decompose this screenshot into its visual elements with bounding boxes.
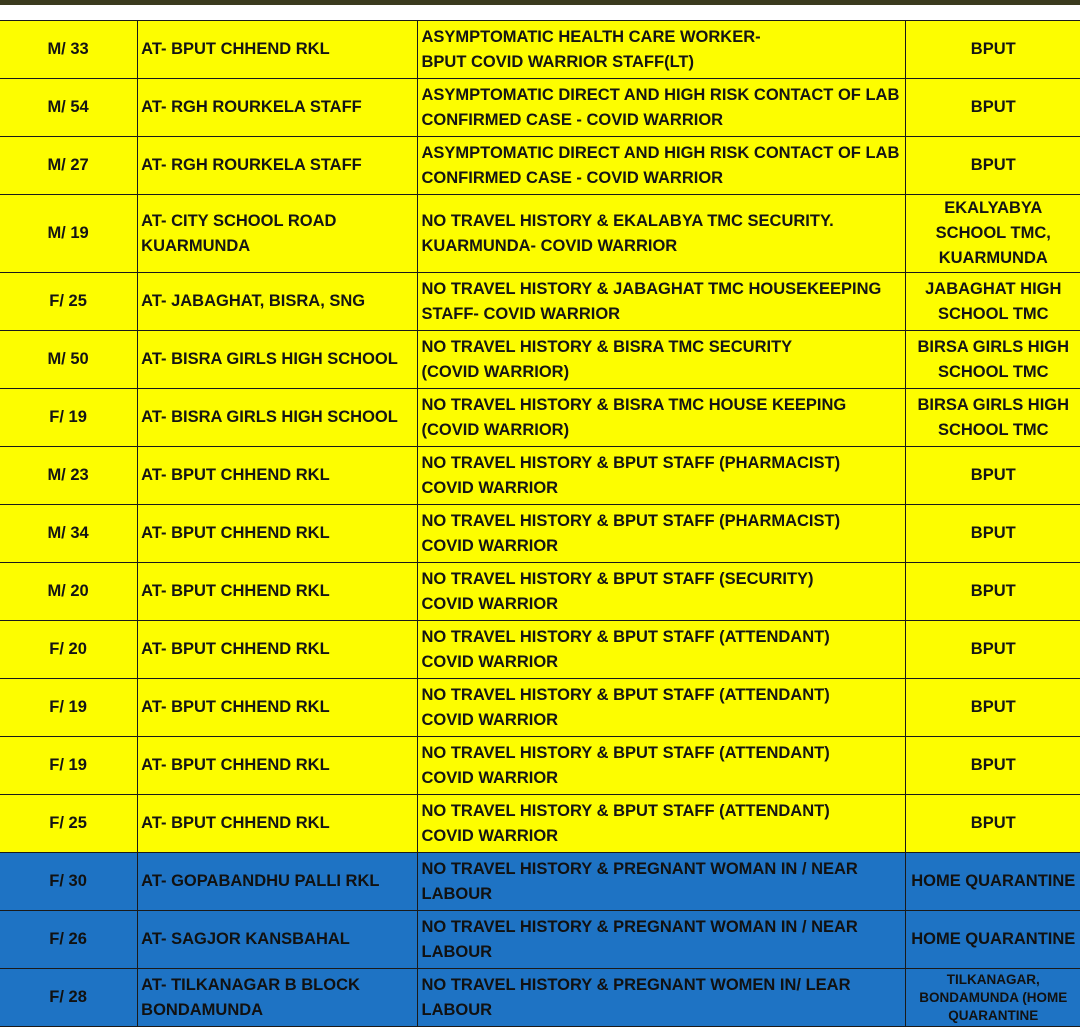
age-cell: F/ 20: [0, 621, 138, 679]
age-cell: M/ 27: [0, 137, 138, 195]
history-cell: NO TRAVEL HISTORY & BISRA TMC SECURITY (COVID WARRIOR): [418, 331, 905, 389]
age-cell: F/ 28: [0, 969, 138, 1027]
table-row: [0, 79, 1080, 137]
table-row: [0, 21, 1080, 79]
history-cell: ASYMPTOMATIC HEALTH CARE WORKER- BPUT COVID WARRIOR STAFF(LT): [418, 21, 905, 79]
address-cell: AT- TILKANAGAR B BLOCK BONDAMUNDA: [138, 969, 418, 1027]
top-border-bar: [0, 0, 1080, 5]
age-cell: M/ 19: [0, 195, 138, 273]
address-cell: AT- GOPABANDHU PALLI RKL: [138, 853, 418, 911]
history-cell: NO TRAVEL HISTORY & JABAGHAT TMC HOUSEKEEPING STAFF- COVID WARRIOR: [418, 273, 905, 331]
history-cell: NO TRAVEL HISTORY & BISRA TMC HOUSE KEEPING (COVID WARRIOR): [418, 389, 905, 447]
table-row: [0, 621, 1080, 679]
age-cell: M/ 20: [0, 563, 138, 621]
destination-cell: BPUT: [905, 79, 1080, 137]
destination-cell: BPUT: [905, 563, 1080, 621]
table-row: [0, 389, 1080, 447]
address-cell: AT- JABAGHAT, BISRA, SNG: [138, 273, 418, 331]
age-cell: M/ 54: [0, 79, 138, 137]
history-cell: NO TRAVEL HISTORY & BPUT STAFF (PHARMACIST) COVID WARRIOR: [418, 505, 905, 563]
history-cell: NO TRAVEL HISTORY & PREGNANT WOMAN IN / NEAR LABOUR: [418, 853, 905, 911]
table-row: [0, 563, 1080, 621]
table-row: [0, 273, 1080, 331]
age-cell: M/ 50: [0, 331, 138, 389]
history-cell: NO TRAVEL HISTORY & PREGNANT WOMEN IN/ LEAR LABOUR: [418, 969, 905, 1027]
table-row: [0, 795, 1080, 853]
history-cell: NO TRAVEL HISTORY & BPUT STAFF (PHARMACIST) COVID WARRIOR: [418, 447, 905, 505]
table-row: [0, 911, 1080, 969]
history-cell: NO TRAVEL HISTORY & BPUT STAFF (ATTENDANT) COVID WARRIOR: [418, 621, 905, 679]
destination-cell: BPUT: [905, 447, 1080, 505]
history-cell: ASYMPTOMATIC DIRECT AND HIGH RISK CONTACT OF LAB CONFIRMED CASE - COVID WARRIOR: [418, 137, 905, 195]
address-cell: AT- RGH ROURKELA STAFF: [138, 79, 418, 137]
address-cell: AT- SAGJOR KANSBAHAL: [138, 911, 418, 969]
table-row: [0, 679, 1080, 737]
age-cell: M/ 23: [0, 447, 138, 505]
destination-cell: BPUT: [905, 137, 1080, 195]
history-cell: NO TRAVEL HISTORY & BPUT STAFF (ATTENDANT) COVID WARRIOR: [418, 679, 905, 737]
address-cell: AT- BPUT CHHEND RKL: [138, 447, 418, 505]
table-row: [0, 447, 1080, 505]
address-cell: AT- BPUT CHHEND RKL: [138, 21, 418, 79]
age-cell: F/ 30: [0, 853, 138, 911]
table-row: [0, 137, 1080, 195]
destination-cell: BPUT: [905, 737, 1080, 795]
table-row: [0, 505, 1080, 563]
destination-cell: BIRSA GIRLS HIGH SCHOOL TMC: [905, 331, 1080, 389]
age-cell: M/ 33: [0, 21, 138, 79]
table-row: [0, 853, 1080, 911]
address-cell: AT- BISRA GIRLS HIGH SCHOOL: [138, 331, 418, 389]
destination-cell: EKALYABYA SCHOOL TMC, KUARMUNDA: [905, 195, 1080, 273]
history-cell: NO TRAVEL HISTORY & EKALABYA TMC SECURITY. KUARMUNDA- COVID WARRIOR: [418, 195, 905, 273]
age-cell: F/ 26: [0, 911, 138, 969]
destination-cell: BPUT: [905, 505, 1080, 563]
age-cell: F/ 19: [0, 737, 138, 795]
destination-cell: TILKANAGAR, BONDAMUNDA (HOME QUARANTINE: [905, 969, 1080, 1027]
age-cell: M/ 34: [0, 505, 138, 563]
address-cell: AT- BPUT CHHEND RKL: [138, 679, 418, 737]
history-cell: NO TRAVEL HISTORY & PREGNANT WOMAN IN / NEAR LABOUR: [418, 911, 905, 969]
history-cell: NO TRAVEL HISTORY & BPUT STAFF (SECURITY) COVID WARRIOR: [418, 563, 905, 621]
history-cell: NO TRAVEL HISTORY & BPUT STAFF (ATTENDANT) COVID WARRIOR: [418, 737, 905, 795]
address-cell: AT- BPUT CHHEND RKL: [138, 795, 418, 853]
table-row: [0, 737, 1080, 795]
age-cell: F/ 25: [0, 273, 138, 331]
destination-cell: BPUT: [905, 21, 1080, 79]
address-cell: AT- RGH ROURKELA STAFF: [138, 137, 418, 195]
cases-table: [0, 20, 1080, 1027]
history-cell: ASYMPTOMATIC DIRECT AND HIGH RISK CONTACT OF LAB CONFIRMED CASE - COVID WARRIOR: [418, 79, 905, 137]
history-cell: NO TRAVEL HISTORY & BPUT STAFF (ATTENDANT) COVID WARRIOR: [418, 795, 905, 853]
destination-cell: BPUT: [905, 795, 1080, 853]
cases-table-body: [0, 21, 1080, 1027]
address-cell: AT- BISRA GIRLS HIGH SCHOOL: [138, 389, 418, 447]
destination-cell: BIRSA GIRLS HIGH SCHOOL TMC: [905, 389, 1080, 447]
table-row: [0, 331, 1080, 389]
destination-cell: JABAGHAT HIGH SCHOOL TMC: [905, 273, 1080, 331]
destination-cell: HOME QUARANTINE: [905, 911, 1080, 969]
age-cell: F/ 19: [0, 679, 138, 737]
address-cell: AT- BPUT CHHEND RKL: [138, 505, 418, 563]
table-row: [0, 195, 1080, 273]
age-cell: F/ 25: [0, 795, 138, 853]
destination-cell: BPUT: [905, 621, 1080, 679]
address-cell: AT- BPUT CHHEND RKL: [138, 563, 418, 621]
address-cell: AT- CITY SCHOOL ROAD KUARMUNDA: [138, 195, 418, 273]
address-cell: AT- BPUT CHHEND RKL: [138, 737, 418, 795]
destination-cell: HOME QUARANTINE: [905, 853, 1080, 911]
address-cell: AT- BPUT CHHEND RKL: [138, 621, 418, 679]
table-row: [0, 969, 1080, 1027]
destination-cell: BPUT: [905, 679, 1080, 737]
age-cell: F/ 19: [0, 389, 138, 447]
